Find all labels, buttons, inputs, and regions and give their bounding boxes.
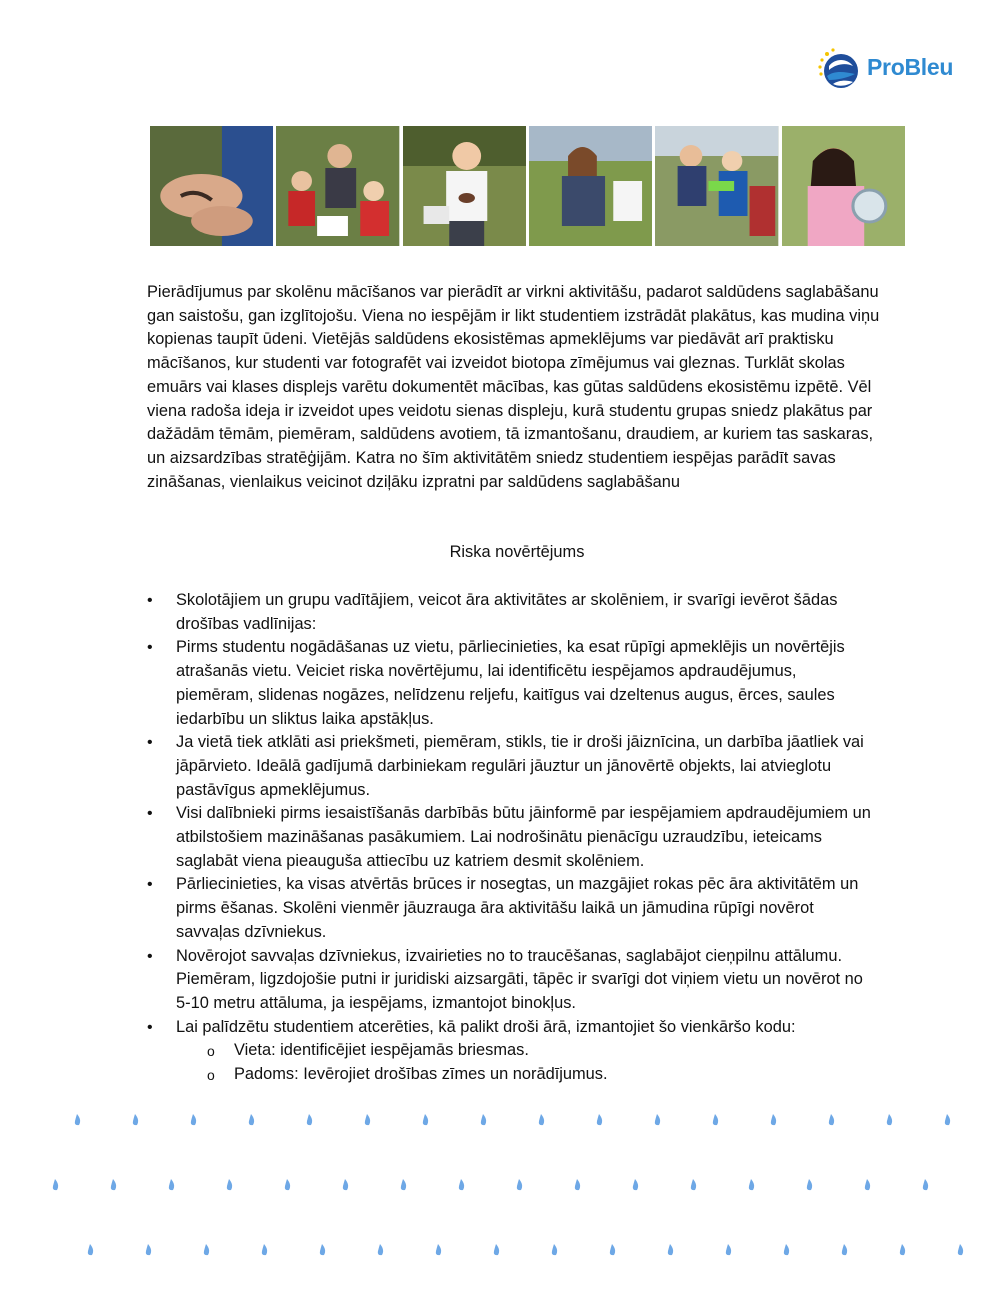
droplet-icon [726, 1244, 731, 1255]
droplet-icon [320, 1244, 325, 1255]
droplet-icon [191, 1114, 196, 1125]
list-item: • Skolotājiem un grupu vadītājiem, veicot āra aktivitātes ar skolēniem, ir svarīgi ievērot šādas drošības vadlīnijas: [147, 589, 877, 636]
photo-child-hands-worm [150, 126, 273, 246]
droplet-icon [539, 1114, 544, 1125]
sublist-item: o Padoms: Ievērojiet drošības zīmes un norādījumus. [176, 1063, 877, 1087]
droplet-icon [365, 1114, 370, 1125]
droplet-icon [53, 1179, 58, 1190]
droplet-icon [262, 1244, 267, 1255]
droplet-icon [887, 1114, 892, 1125]
droplet-icon [691, 1179, 696, 1190]
photo-boy-specimen [403, 126, 526, 246]
list-item: • Visi dalībnieki pirms iesaistīšanās darbībās būtu jāinformē par iespējamiem apdraudējumiem un atbilstošiem mazināšanas pasākumiem. Lai nodrošinātu pienācīgu uzraudzību, ieteicams saglabāt viena pieauguša attiecību uz katriem desmit skolēniem. [147, 802, 877, 873]
droplet-icon [784, 1244, 789, 1255]
droplet-icon [829, 1114, 834, 1125]
droplet-icon [459, 1179, 464, 1190]
droplet-icon [75, 1114, 80, 1125]
photo-girl-jar [782, 126, 905, 246]
droplet-icon [204, 1244, 209, 1255]
droplet-icon [249, 1114, 254, 1125]
droplet-icon [378, 1244, 383, 1255]
logo-wordmark: ProBleu [867, 54, 954, 80]
droplet-icon [633, 1179, 638, 1190]
droplet-icon [307, 1114, 312, 1125]
droplet-icon [111, 1179, 116, 1190]
droplet-icon [88, 1244, 93, 1255]
list-item: • Novērojot savvaļas dzīvniekus, izvairieties no to traucēšanas, saglabājot cieņpilnu attālumu. Piemēram, ligzdojošie putni ir juridiski aizsargāti, tāpēc ir svarīgi dot viņiem vietu un novērot no 5-10 metru attāluma, ja iespējams, izmantojot binokļus. [147, 945, 877, 1016]
droplet-icon [343, 1179, 348, 1190]
droplet-icon [749, 1179, 754, 1190]
code-sublist [176, 1039, 877, 1086]
droplet-icon [713, 1114, 718, 1125]
droplet-icon [865, 1179, 870, 1190]
droplet-icon [923, 1179, 928, 1190]
droplet-icon [481, 1114, 486, 1125]
droplet-icon [436, 1244, 441, 1255]
droplet-icon [146, 1244, 151, 1255]
droplet-icon [169, 1179, 174, 1190]
list-item: • Pirms studentu nogādāšanas uz vietu, pārliecinieties, ka esat rūpīgi apmeklējis un novērtējis atrašanās vietu. Veiciet riska novērtējumu, lai identificētu iespējamos apdraudējumus, piemēram, slidenas nogāzes, nelīdzenu reljefu, kaitīgus vai dzeltenus augus, ērces, saules iedarbību un sliktus laika apstākļus. [147, 636, 877, 731]
list-item-text: Lai palīdzētu studentiem atcerēties, kā palikt droši ārā, izmantojiet šo vienkāršo kodu: [176, 1017, 796, 1036]
droplet-icon [900, 1244, 905, 1255]
section-heading-risk: Riska novērtējums [449, 543, 585, 561]
list-item: • Pārliecinieties, ka visas atvērtās brūces ir nosegtas, un mazgājiet rokas pēc āra aktivitātēm un pirms ēšanas. Skolēni vienmēr jāuzrauga āra aktivitāšu laikā un jāmudina rūpīgi novērot savvaļas dzīvniekus. [147, 873, 877, 944]
droplet-icon [610, 1244, 615, 1255]
droplet-icon [945, 1114, 950, 1125]
droplet-icon [494, 1244, 499, 1255]
droplet-icon [771, 1114, 776, 1125]
intro-paragraph: Pierādījumus par skolēnu mācīšanos var pierādīt ar virkni aktivitāšu, padarot saldūdens saglabāšanu gan saistošu, gan izglītojošu. Viena no iespējām ir likt studentiem izstrādāt plakātus, kas mudina viņu kopienas taupīt ūdeni. Vietējās saldūdens ekosistēmas apmeklējums var piedāvāt arī praktisku mācīšanos, kur studenti var fotografēt vai izveidot biotopa zīmējumus vai gleznas. Turklāt skolas emuārs vai klases displejs varētu dokumentēt mācības, kas gūtas saldūdens ekosistēmu izpētē. Vēl viena radoša ideja ir izveidot upes veidotu sienas displeju, kurā studentu grupas sniedz plakātus par dažādām tēmām, piemēram, saldūdens avotiem, tā izmantošanu, draudiem, ar kuriem tas saskaras, un aizsardzības stratēģijām. Katra no šīm aktivitātēm sniedz studentiem iespējas parādīt savas zināšanas, vienlaikus veicinot dziļāku izpratni par saldūdens saglabāšanu [147, 283, 880, 491]
list-item: • Ja vietā tiek atklāti asi priekšmeti, piemēram, stikls, tie ir droši jāiznīcina, un darbība jāatliek vai jāpārvieto. Ideālā gadījumā darbiniekam regulāri jāuztur un jānovērtē objekts, lai atvieglotu pastāvīgus apmeklējumus. [147, 731, 877, 802]
droplet-icon [842, 1244, 847, 1255]
droplet-icon [958, 1244, 963, 1255]
photo-children-net [655, 126, 778, 246]
droplet-icon [423, 1114, 428, 1125]
droplet-icon [401, 1179, 406, 1190]
list-item [147, 1016, 877, 1087]
droplet-icon [807, 1179, 812, 1190]
droplet-icon [597, 1114, 602, 1125]
droplet-icon [552, 1244, 557, 1255]
photo-smiling-woman [529, 126, 652, 246]
droplet-icon [517, 1179, 522, 1190]
droplet-icon [285, 1179, 290, 1190]
droplet-icon [227, 1179, 232, 1190]
photo-strip [150, 126, 905, 246]
droplet-icon [133, 1114, 138, 1125]
sublist-item: o Vieta: identificējiet iespējamās briesmas. [176, 1039, 877, 1063]
probleu-logo-icon [815, 46, 861, 92]
droplet-icon [655, 1114, 660, 1125]
photo-teacher-children [276, 126, 399, 246]
droplet-icon [575, 1179, 580, 1190]
decorative-droplets [0, 1100, 1000, 1270]
probleu-logo [815, 46, 965, 92]
risk-list [147, 589, 877, 1087]
droplet-icon [668, 1244, 673, 1255]
